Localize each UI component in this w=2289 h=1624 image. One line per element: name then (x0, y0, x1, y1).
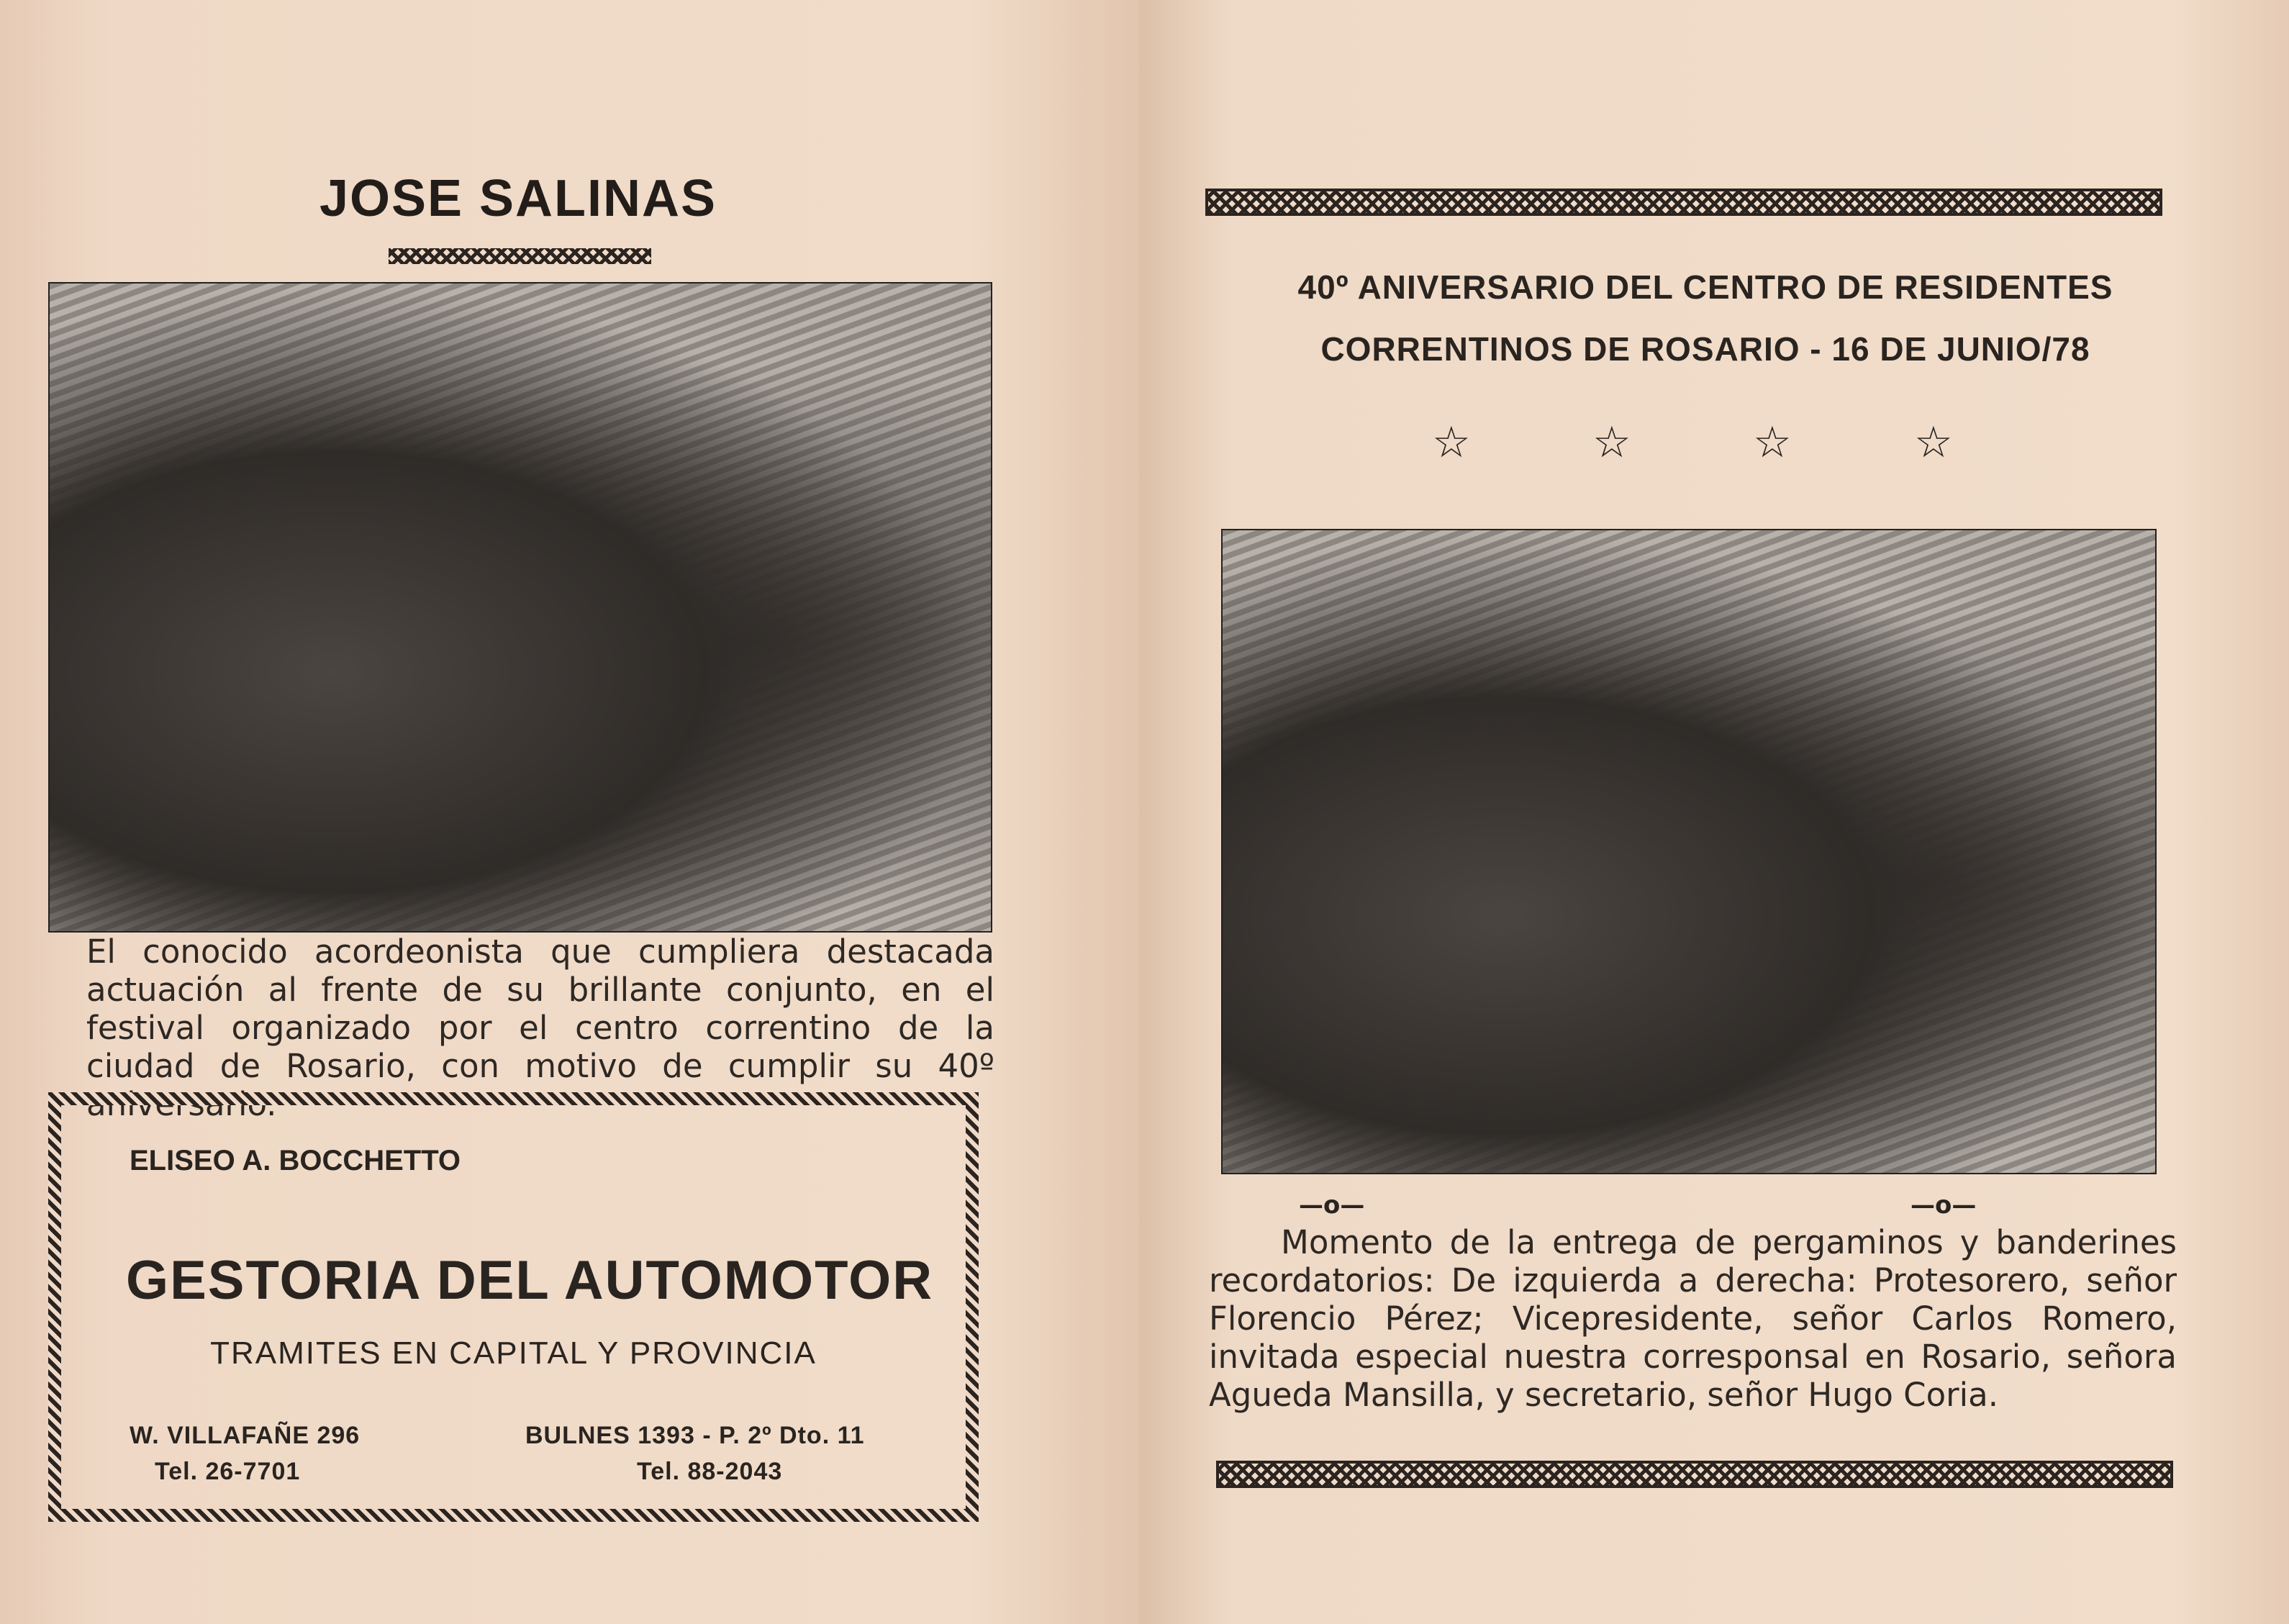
ad-phone-2: Tel. 88-2043 (637, 1458, 783, 1485)
left-page (0, 0, 1139, 1624)
advertisement-box (48, 1092, 979, 1522)
ad-phone-1: Tel. 26-7701 (155, 1458, 301, 1485)
separator-left: —o— (1299, 1191, 1365, 1220)
ad-subhead: TRAMITES EN CAPITAL Y PROVINCIA (210, 1335, 817, 1371)
ad-headline: GESTORIA DEL AUTOMOTOR (126, 1250, 934, 1311)
title-underline-ornament (389, 248, 651, 264)
ad-address-1: W. VILLAFAÑE 296 (130, 1422, 361, 1449)
ad-name: ELISEO A. BOCCHETTO (130, 1145, 461, 1176)
ad-address-2: BULNES 1393 - P. 2º Dto. 11 (525, 1422, 865, 1449)
photo-caption: Momento de la entrega de pergaminos y banderines recordatorios: De izquierda a derecha: Protesorero, señor Florencio Pérez; Vicepresidente, señor Carlos Romero, invitada especial nuestra corresponsal en Rosario, señora Agueda Mansilla, y secretario, señor Hugo Coria. (1209, 1223, 2177, 1414)
star-icon: ☆ (1432, 417, 1471, 468)
star-icon: ☆ (1753, 417, 1792, 468)
photo-caption: El conocido acordeonista que cumpliera destacada actuación al frente de su brillante conjunto, en el festival organizado por el centro correntino de la ciudad de Rosario, con motivo de cumplir su 40º aniversario. (86, 933, 994, 1123)
heading-line-2: CORRENTINOS DE ROSARIO - 16 DE JUNIO/78 (1320, 330, 2090, 368)
photo-musicians-on-stage (48, 282, 992, 933)
separator-right: —o— (1910, 1191, 1977, 1220)
article-title: JOSE SALINAS (319, 170, 717, 227)
star-icon: ☆ (1592, 417, 1631, 468)
bottom-ornament-border (1216, 1461, 2173, 1488)
heading-line-1: 40º ANIVERSARIO DEL CENTRO DE RESIDENTES (1297, 268, 2113, 306)
star-icon: ☆ (1914, 417, 1953, 468)
photo-award-ceremony (1221, 529, 2157, 1174)
top-ornament-border (1205, 189, 2162, 216)
